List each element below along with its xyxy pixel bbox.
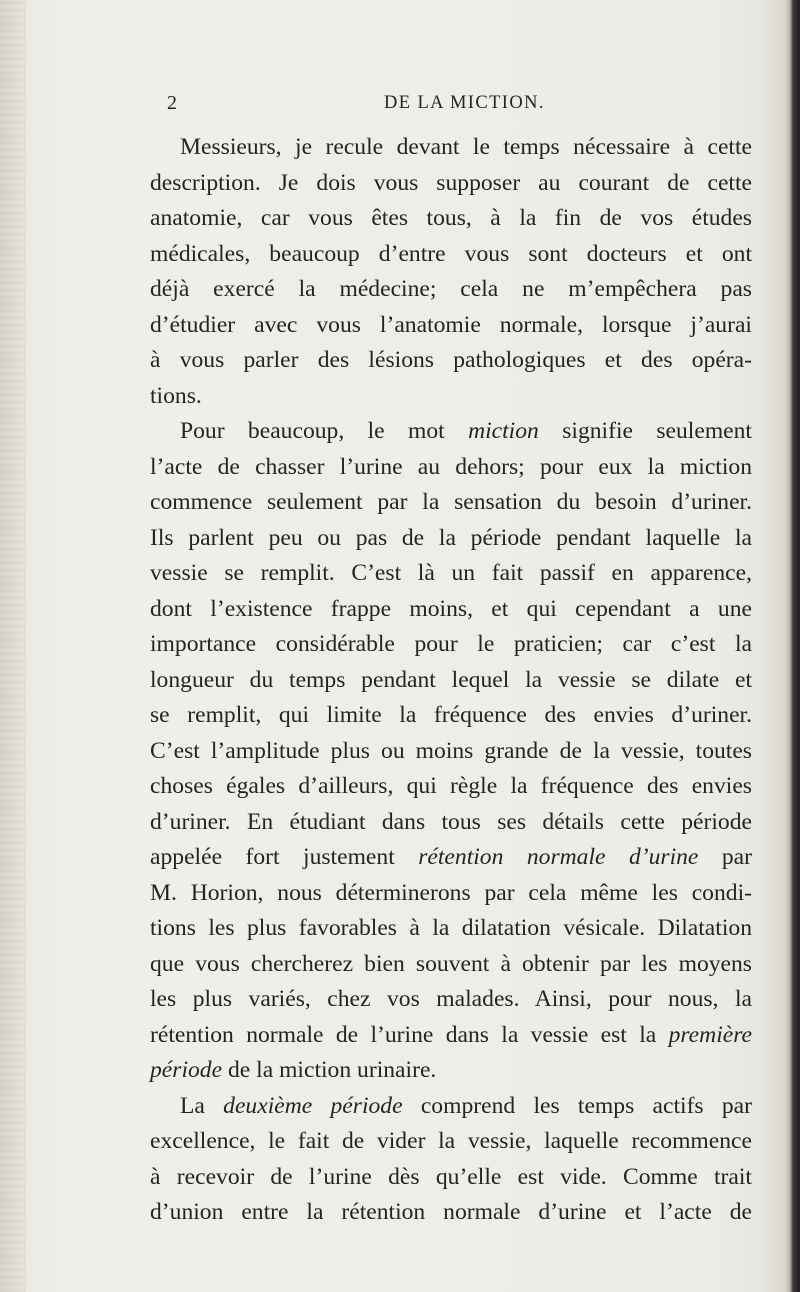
text-line: tions. <box>150 382 202 409</box>
page-number: 2 <box>167 92 177 114</box>
text-line: appelée fort justement rétention normale d’urine par <box>150 844 753 870</box>
text-line: Messieurs, je recule devant le temps nécessaire à cette <box>180 134 752 160</box>
text-line: d’étudier avec vous l’anatomie normale, lorsque j’aurai <box>150 311 752 338</box>
text-line: se remplit, qui limite la fréquence des envies d’uriner. <box>150 702 752 728</box>
text-line: déjà exercé la médecine; cela ne m’empêchera pas <box>150 276 752 302</box>
text-line: d’uriner. En étudiant dans tous ses détails cette période <box>150 808 752 835</box>
text-line: les plus variés, chez vos malades. Ainsi, pour nous, la <box>150 986 752 1012</box>
text-line: anatomie, car vous êtes tous, à la fin de vos études <box>150 205 752 231</box>
text-line: La deuxième période comprend les temps actifs par <box>180 1092 753 1119</box>
text-line: médicales, beaucoup d’entre vous sont docteurs et ont <box>150 240 752 267</box>
text-line: d’union entre la rétention normale d’urine et l’acte de <box>150 1199 752 1225</box>
text-line: choses égales d’ailleurs, qui règle la fréquence des envies <box>150 773 752 799</box>
body-text <box>150 130 752 1231</box>
text-line: que vous chercherez bien souvent à obtenir par les moyens <box>150 950 752 977</box>
italic-term: deuxième période <box>223 1092 403 1119</box>
text-line: période de la miction urinaire. <box>150 1057 437 1083</box>
text-line: Ils parlent peu ou pas de la période pendant laquelle la <box>150 524 752 551</box>
text-line: rétention normale de l’urine dans la vessie est la première <box>150 1021 752 1048</box>
italic-term: rétention normale d’urine <box>418 844 699 870</box>
text-line: dont l’existence frappe moins, et qui cependant a une <box>150 595 752 622</box>
page-edge-shadow <box>0 0 26 1292</box>
text-line: importance considérable pour le praticien; car c’est la <box>150 631 752 657</box>
italic-term: période <box>150 1057 223 1083</box>
text-line: Pour beaucoup, le mot miction signifie seulement <box>180 418 752 444</box>
text-line: à recevoir de l’urine dès qu’elle est vide. Comme trait <box>150 1163 752 1190</box>
text-line: commence seulement par la sensation du besoin d’uriner. <box>150 489 752 515</box>
text-line: M. Horion, nous déterminerons par cela même les condi- <box>150 879 752 906</box>
text-line: longueur du temps pendant lequel la vessie se dilate et <box>150 666 752 693</box>
text-line: à vous parler des lésions pathologiques et des opéra- <box>150 347 752 373</box>
text-line: description. Je dois vous supposer au courant de cette <box>150 169 752 196</box>
running-title: DE LA MICTION. <box>384 93 545 113</box>
page-header <box>167 92 744 122</box>
text-line: tions les plus favorables à la dilatation vésicale. Dilatation <box>150 915 752 941</box>
text-line: excellence, le fait de vider la vessie, laquelle recommence <box>150 1128 752 1154</box>
text-line: l’acte de chasser l’urine au dehors; pour eux la miction <box>150 453 752 480</box>
italic-term: miction <box>468 418 539 444</box>
text-line: vessie se remplit. C’est là un fait passif en apparence, <box>150 560 752 586</box>
text-line: C’est l’amplitude plus ou moins grande de la vessie, toutes <box>150 737 752 764</box>
italic-term: première <box>668 1021 752 1048</box>
